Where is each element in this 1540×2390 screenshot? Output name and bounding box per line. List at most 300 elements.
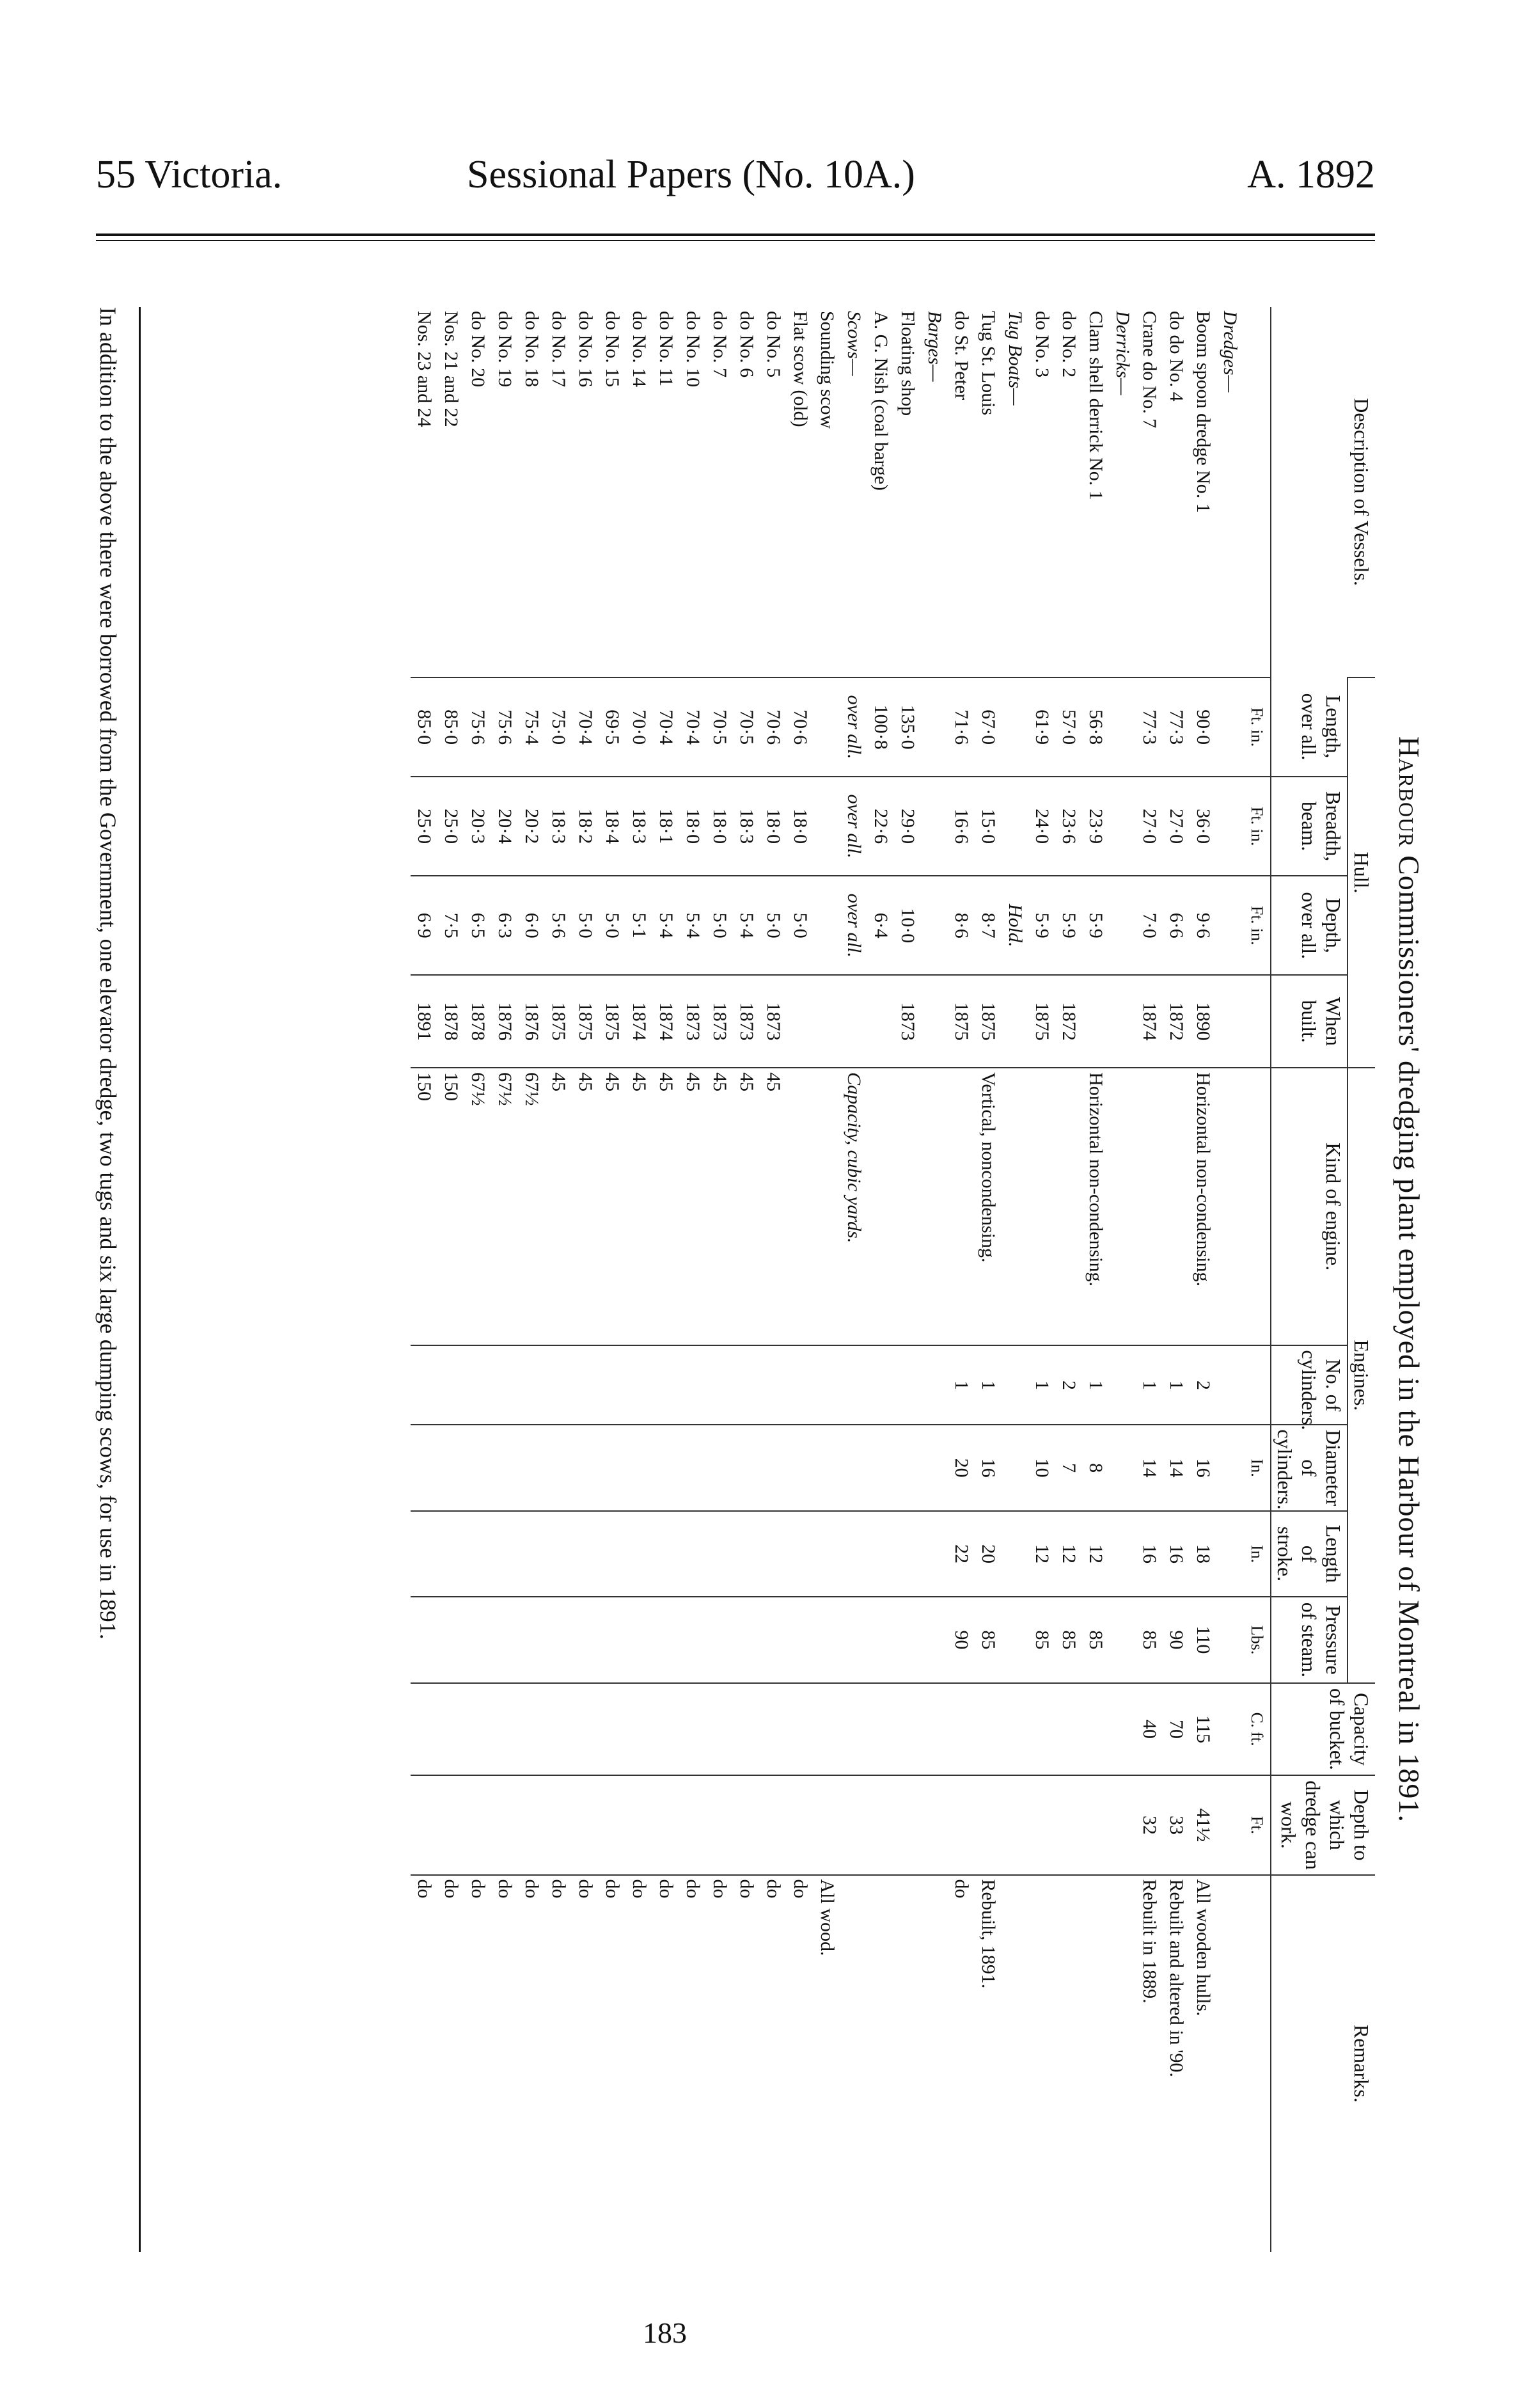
table-cell <box>787 1345 813 1425</box>
group-hull: Hull. <box>1348 677 1375 1068</box>
table-cell: 85 <box>975 1597 1002 1682</box>
table-cell <box>572 1597 599 1682</box>
table-cell: 77·3 <box>1136 677 1163 777</box>
table-cell <box>491 1511 518 1597</box>
table-cell <box>733 1597 760 1682</box>
table-cell: do <box>572 1875 599 2252</box>
table-cell: 6·3 <box>491 876 518 975</box>
table-cell: 15·0 <box>975 777 1002 876</box>
table-cell <box>975 1775 1002 1874</box>
table-cell <box>921 1068 948 1345</box>
table-cell <box>491 1345 518 1425</box>
table-row <box>1136 307 1163 2252</box>
table-cell <box>679 1597 706 1682</box>
table-cell: 1874 <box>1136 975 1163 1068</box>
table-cell <box>733 1425 760 1510</box>
table-cell <box>813 975 840 1068</box>
table-cell: 18·0 <box>679 777 706 876</box>
table-cell <box>679 1345 706 1425</box>
table-cell <box>437 1511 464 1597</box>
table-cell: 1878 <box>437 975 464 1068</box>
table-cell: 29·0 <box>894 777 921 876</box>
table-cell: 6·6 <box>1163 876 1190 975</box>
table-cell: 150 <box>437 1068 464 1345</box>
table-cell: 1872 <box>1055 975 1082 1068</box>
table-cell: 1873 <box>733 975 760 1068</box>
unit-cell: In. <box>1243 1425 1271 1510</box>
table-cell <box>411 1597 437 1682</box>
table-cell <box>921 1683 948 1776</box>
col-diameter: Diameter of cylinders. <box>1271 1425 1348 1510</box>
table-cell: 77·3 <box>1163 677 1190 777</box>
table-cell: 1875 <box>545 975 572 1068</box>
table-cell <box>599 1683 625 1776</box>
table-cell: 12 <box>1028 1511 1055 1597</box>
table-row <box>760 307 787 2252</box>
table-row <box>1190 307 1216 2252</box>
vessel-description: do No. 6 <box>736 311 757 378</box>
table-cell: 1874 <box>652 975 679 1068</box>
table-cell: do <box>733 1875 760 2252</box>
col-length: Length, over all. <box>1271 677 1348 777</box>
vessel-description: Nos. 23 and 24 <box>414 311 435 427</box>
table-cell <box>1216 975 1243 1068</box>
table-cell: 67·0 <box>975 677 1002 777</box>
table-cell: 5·9 <box>1028 876 1055 975</box>
table-cell <box>787 1597 813 1682</box>
table-cell: do <box>652 1875 679 2252</box>
table-cell <box>464 1597 491 1682</box>
table-cell <box>1002 1775 1028 1874</box>
table-cell: 7·5 <box>437 876 464 975</box>
table-cell <box>706 1775 733 1874</box>
table-cell <box>1216 1597 1243 1682</box>
table-cell: 22·6 <box>867 777 894 876</box>
table-cell <box>1216 1683 1243 1776</box>
table-cell <box>518 1775 545 1874</box>
table-cell <box>894 1068 921 1345</box>
vessel-description: do No. 16 <box>575 311 596 388</box>
table-cell <box>1002 1597 1028 1682</box>
table-cell: 57·0 <box>1055 677 1082 777</box>
table-cell: 70·6 <box>760 677 787 777</box>
table-cell: 18·0 <box>787 777 813 876</box>
table-cell <box>1082 1775 1109 1874</box>
table-cell: 1875 <box>599 975 625 1068</box>
table-cell <box>572 1683 599 1776</box>
table-cell: 45 <box>679 1068 706 1345</box>
table-cell: 110 <box>1190 1597 1216 1682</box>
table-cell: 6·5 <box>464 876 491 975</box>
table-cell: 20 <box>975 1511 1002 1597</box>
table-cell <box>437 1775 464 1874</box>
table-cell <box>813 1068 840 1345</box>
table-cell <box>572 1425 599 1510</box>
footnote: In addition to the above there were borrowed from the Government, one elevator dredge, two tugs and six large dumping scows, for use in 1891. <box>95 307 121 1640</box>
table-row <box>599 307 625 2252</box>
table-cell: 18·1 <box>652 777 679 876</box>
vessel-description: do No. 3 <box>1032 311 1053 378</box>
table-cell <box>894 1511 921 1597</box>
table-row <box>625 307 652 2252</box>
table-cell <box>813 1425 840 1510</box>
table-row <box>894 307 921 2252</box>
table-cell <box>411 1425 437 1510</box>
table-cell <box>572 1775 599 1874</box>
table-cell <box>1002 1683 1028 1776</box>
vessel-description: do No. 2 <box>1058 311 1080 378</box>
header-session: 55 Victoria. <box>96 153 283 196</box>
table-cell: 2 <box>1190 1345 1216 1425</box>
vessel-description: do No. 15 <box>602 311 623 388</box>
table-cell: 61·9 <box>1028 677 1055 777</box>
table-cell <box>518 1345 545 1425</box>
table-cell <box>1216 876 1243 975</box>
table-cell <box>437 1597 464 1682</box>
vessel-description: do No. 17 <box>548 311 569 388</box>
dredging-plant-table <box>411 307 1375 2252</box>
table-cell <box>840 1345 867 1425</box>
table-cell <box>1216 777 1243 876</box>
vessel-description: do No. 14 <box>629 311 650 388</box>
table-cell: 45 <box>733 1068 760 1345</box>
vessel-description: Clam shell derrick No. 1 <box>1085 311 1106 500</box>
table-cell <box>706 1345 733 1425</box>
vessel-description: do No. 10 <box>682 311 703 388</box>
table-cell: 10·0 <box>894 876 921 975</box>
table-cell <box>733 1683 760 1776</box>
table-cell: 5·0 <box>572 876 599 975</box>
table-cell: 6·4 <box>867 876 894 975</box>
table-cell: 5·4 <box>652 876 679 975</box>
table-cell <box>787 1683 813 1776</box>
table-cell <box>491 1683 518 1776</box>
table-cell <box>679 1683 706 1776</box>
table-cell <box>894 1683 921 1776</box>
table-cell <box>625 1425 652 1510</box>
table-cell <box>1109 1425 1136 1510</box>
table-cell <box>921 876 948 975</box>
table-cell: 40 <box>1136 1683 1163 1776</box>
table-cell: 90 <box>948 1597 975 1682</box>
unit-row <box>1243 307 1271 2252</box>
table-row <box>518 307 545 2252</box>
table-cell: Vertical, noncondensing. <box>975 1068 1002 1345</box>
unit-cell: Lbs. <box>1243 1597 1271 1682</box>
col-remarks: Remarks. <box>1271 1875 1375 2252</box>
table-row <box>491 307 518 2252</box>
vessel-description: Floating shop <box>897 311 918 416</box>
table-cell <box>921 677 948 777</box>
table-cell <box>760 1511 787 1597</box>
table-cell: 5·4 <box>733 876 760 975</box>
table-cell: 12 <box>1055 1511 1082 1597</box>
table-cell <box>813 1683 840 1776</box>
table-cell <box>1028 1683 1055 1776</box>
table-cell: do <box>599 1875 625 2252</box>
table-cell: 70·4 <box>679 677 706 777</box>
table-cell <box>1002 1068 1028 1345</box>
table-cell: do <box>437 1875 464 2252</box>
table-cell <box>867 1425 894 1510</box>
table-cell: 45 <box>625 1068 652 1345</box>
table-cell <box>625 1775 652 1874</box>
table-cell: do <box>706 1875 733 2252</box>
table-cell <box>679 1511 706 1597</box>
unit-cell <box>1243 1345 1271 1425</box>
table-cell <box>1002 1875 1028 2252</box>
table-cell: 90 <box>1163 1597 1190 1682</box>
table-cell: 8·6 <box>948 876 975 975</box>
table-cell <box>733 1775 760 1874</box>
table-cell: over all. <box>840 777 867 876</box>
table-cell <box>706 1511 733 1597</box>
table-cell <box>545 1597 572 1682</box>
table-cell <box>437 1345 464 1425</box>
table-cell: 100·8 <box>867 677 894 777</box>
table-cell <box>1082 1875 1109 2252</box>
table-row <box>1002 307 1028 2252</box>
unit-cell <box>1243 1875 1271 2252</box>
table-cell <box>1002 975 1028 1068</box>
table-cell <box>518 1597 545 1682</box>
table-cell: All wood. <box>813 1875 840 2252</box>
table-cell: 1872 <box>1163 975 1190 1068</box>
table-cell: 1874 <box>625 975 652 1068</box>
table-cell <box>545 1425 572 1510</box>
table-cell: 1890 <box>1190 975 1216 1068</box>
table-cell <box>1109 677 1136 777</box>
table-cell: 1873 <box>679 975 706 1068</box>
table-cell: Horizontal non-condensing. <box>1082 1068 1109 1345</box>
table-cell <box>1002 1511 1028 1597</box>
table-cell: 56·8 <box>1082 677 1109 777</box>
table-row <box>1028 307 1055 2252</box>
col-depth-work: Depth to which dredge can work. <box>1271 1775 1375 1874</box>
table-cell: 1873 <box>894 975 921 1068</box>
table-cell <box>867 975 894 1068</box>
table-cell <box>599 1345 625 1425</box>
table-cell: 16 <box>975 1425 1002 1510</box>
table-cell <box>572 1511 599 1597</box>
table-cell <box>813 1511 840 1597</box>
table-cell: 85·0 <box>437 677 464 777</box>
table-cell <box>948 1775 975 1874</box>
table-cell <box>599 1775 625 1874</box>
table-row <box>787 307 813 2252</box>
table-cell <box>652 1345 679 1425</box>
table-row <box>1082 307 1109 2252</box>
vessel-description: Derricks— <box>1112 311 1133 395</box>
table-cell <box>545 1775 572 1874</box>
table-cell: 1875 <box>948 975 975 1068</box>
table-cell <box>625 1597 652 1682</box>
table-cell <box>572 1345 599 1425</box>
table-cell <box>921 1511 948 1597</box>
table-cell: 1875 <box>975 975 1002 1068</box>
vessel-description: Tug Boats— <box>1005 311 1026 406</box>
table-cell: 2 <box>1055 1345 1082 1425</box>
table-row <box>679 307 706 2252</box>
table-cell <box>464 1683 491 1776</box>
table-cell <box>948 1068 975 1345</box>
table-cell <box>867 1068 894 1345</box>
table-cell: 16 <box>1190 1425 1216 1510</box>
vessel-description: Sounding scow <box>817 311 838 429</box>
table-cell <box>652 1683 679 1776</box>
table-cell: 20·4 <box>491 777 518 876</box>
table-cell <box>545 1511 572 1597</box>
table-cell: 1 <box>1136 1345 1163 1425</box>
table-body <box>411 307 1271 2252</box>
table-row <box>1163 307 1190 2252</box>
table-cell: 10 <box>1028 1425 1055 1510</box>
vessel-description: do No. 7 <box>709 311 730 378</box>
table-bottom-rule <box>139 307 141 2252</box>
table-cell <box>813 777 840 876</box>
page-number: 183 <box>643 2316 687 2349</box>
table-cell: 70·5 <box>706 677 733 777</box>
table-cell <box>1028 1068 1055 1345</box>
vessel-description: Scows— <box>844 311 865 376</box>
table-cell <box>652 1597 679 1682</box>
table-cell <box>867 1597 894 1682</box>
table-cell: Horizontal non-condensing. <box>1190 1068 1216 1345</box>
table-cell <box>894 1345 921 1425</box>
table-cell <box>921 1775 948 1874</box>
unit-cell: In. <box>1243 1511 1271 1597</box>
table-cell <box>652 1775 679 1874</box>
table-cell: 20 <box>948 1425 975 1510</box>
table-cell <box>787 975 813 1068</box>
vessel-description: Barges— <box>924 311 945 382</box>
table-cell <box>545 1683 572 1776</box>
table-cell: 7 <box>1055 1425 1082 1510</box>
table-cell: 1 <box>1163 1345 1190 1425</box>
unit-cell <box>1243 307 1271 677</box>
running-header <box>96 152 1375 203</box>
table-cell: 18·0 <box>706 777 733 876</box>
table-cell: do <box>411 1875 437 2252</box>
table-cell: 67½ <box>464 1068 491 1345</box>
table-cell: 45 <box>599 1068 625 1345</box>
table-cell <box>787 1511 813 1597</box>
table-cell: 20·3 <box>464 777 491 876</box>
table-row <box>813 307 840 2252</box>
table-cell: do <box>760 1875 787 2252</box>
table-cell <box>1216 1068 1243 1345</box>
table-cell <box>894 1875 921 2252</box>
table-cell: 70 <box>1163 1683 1190 1776</box>
table-cell <box>921 1875 948 2252</box>
table-cell <box>491 1597 518 1682</box>
table-cell <box>679 1775 706 1874</box>
table-cell: 5·6 <box>545 876 572 975</box>
table-row <box>975 307 1002 2252</box>
table-cell: do <box>545 1875 572 2252</box>
table-row <box>840 307 867 2252</box>
table-cell <box>652 1425 679 1510</box>
table-cell: 5·0 <box>706 876 733 975</box>
table-cell: 45 <box>760 1068 787 1345</box>
table-cell: 70·0 <box>625 677 652 777</box>
table-cell: 115 <box>1190 1683 1216 1776</box>
table-cell: 14 <box>1163 1425 1190 1510</box>
table-cell: 75·4 <box>518 677 545 777</box>
table-cell: do <box>948 1875 975 2252</box>
table-cell: Rebuilt, 1891. <box>975 1875 1002 2252</box>
table-cell: 45 <box>572 1068 599 1345</box>
unit-cell: Ft. in. <box>1243 876 1271 975</box>
table-cell <box>491 1425 518 1510</box>
table-cell <box>840 1425 867 1510</box>
table-cell: over all. <box>840 876 867 975</box>
table-cell <box>1216 1511 1243 1597</box>
table-cell <box>867 1345 894 1425</box>
table-cell: 71·6 <box>948 677 975 777</box>
table-cell: 1873 <box>760 975 787 1068</box>
table-row <box>1055 307 1082 2252</box>
table-cell <box>1082 975 1109 1068</box>
col-stroke: Length of stroke. <box>1271 1511 1348 1597</box>
col-depth: Depth, over all. <box>1271 876 1348 975</box>
table-cell <box>599 1597 625 1682</box>
table-cell <box>464 1425 491 1510</box>
table-cell: 7·0 <box>1136 876 1163 975</box>
table-cell <box>1002 1345 1028 1425</box>
table-cell <box>867 1683 894 1776</box>
table-cell <box>840 1511 867 1597</box>
table-cell <box>706 1683 733 1776</box>
table-cell: 25·0 <box>411 777 437 876</box>
col-description: Description of Vessels. <box>1271 307 1375 677</box>
vessel-description: Crane do No. 7 <box>1139 311 1160 429</box>
table-row <box>1109 307 1136 2252</box>
table-cell <box>1216 1345 1243 1425</box>
table-cell: Hold. <box>1002 876 1028 975</box>
table-cell: 18·3 <box>625 777 652 876</box>
table-cell <box>411 1511 437 1597</box>
table-cell: 70·5 <box>733 677 760 777</box>
table-cell: 67½ <box>491 1068 518 1345</box>
table-cell <box>411 1683 437 1776</box>
table-cell <box>867 1875 894 2252</box>
table-cell <box>1082 1683 1109 1776</box>
table-row <box>921 307 948 2252</box>
table-cell <box>464 1345 491 1425</box>
table-cell <box>411 1345 437 1425</box>
table-cell <box>921 1597 948 1682</box>
table-cell <box>679 1425 706 1510</box>
table-cell: 6·0 <box>518 876 545 975</box>
table-row <box>545 307 572 2252</box>
table-cell <box>1109 1597 1136 1682</box>
table-cell <box>1055 1683 1082 1776</box>
table-cell: 1875 <box>1028 975 1055 1068</box>
table-cell <box>545 1345 572 1425</box>
table-cell: 18·4 <box>599 777 625 876</box>
table-cell: 1 <box>975 1345 1002 1425</box>
table-row <box>652 307 679 2252</box>
table-cell: do <box>518 1875 545 2252</box>
table-cell: 22 <box>948 1511 975 1597</box>
table-cell: 18·3 <box>733 777 760 876</box>
table-cell: 5·1 <box>625 876 652 975</box>
table-cell <box>411 1775 437 1874</box>
table-cell <box>733 1511 760 1597</box>
rotated-page-area <box>95 307 1426 2252</box>
table-cell <box>1055 1775 1082 1874</box>
